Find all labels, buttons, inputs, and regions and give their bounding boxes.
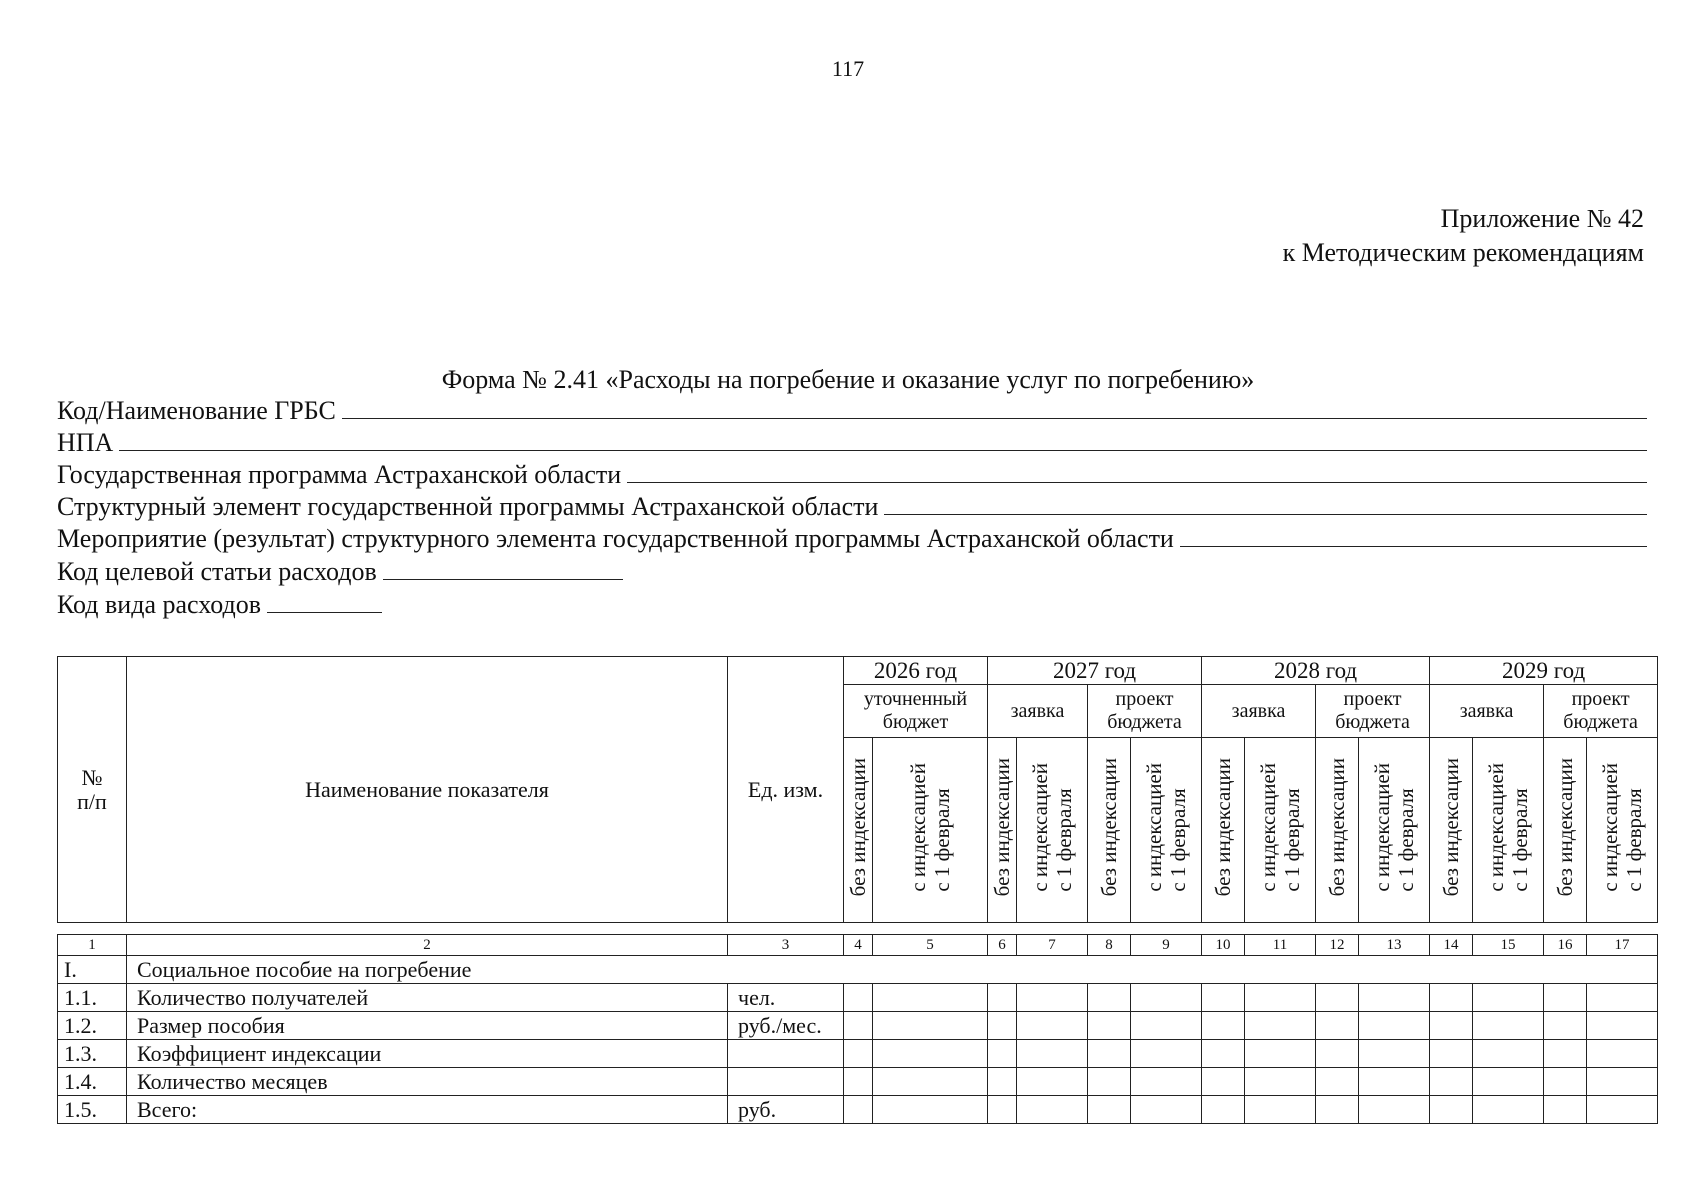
- row-name: Количество получателей: [127, 984, 728, 1012]
- column-number-row: [58, 935, 1658, 956]
- header-request: заявка: [1202, 685, 1316, 738]
- header-with-index: [1359, 738, 1430, 923]
- field-target-article[interactable]: [57, 557, 1647, 589]
- value-cell[interactable]: [1202, 1096, 1245, 1124]
- header-no-index: [1544, 738, 1587, 923]
- value-cell[interactable]: [1017, 984, 1088, 1012]
- value-cell[interactable]: [1202, 1068, 1245, 1096]
- value-cell[interactable]: [1544, 1012, 1587, 1040]
- header-project-budget: проект бюджета: [1544, 685, 1658, 738]
- appendix-title: Приложение № 42: [1440, 204, 1644, 233]
- row-unit: чел.: [728, 984, 844, 1012]
- value-cell[interactable]: [1131, 1040, 1202, 1068]
- vertical-label: с индексацией с 1 февраля: [1484, 763, 1533, 892]
- vertical-label: без индексации: [1553, 758, 1578, 897]
- vertical-label: без индексации: [1325, 758, 1350, 897]
- column-number: 14: [1430, 935, 1473, 956]
- column-number: 15: [1473, 935, 1544, 956]
- column-number: 1: [58, 935, 127, 956]
- section-row: [58, 956, 1658, 984]
- column-number: 13: [1359, 935, 1430, 956]
- value-cell[interactable]: [1359, 1068, 1430, 1096]
- header-year-2026: 2026 год: [844, 657, 988, 685]
- value-cell[interactable]: [1587, 984, 1658, 1012]
- value-cell[interactable]: [1017, 1096, 1088, 1124]
- value-cell[interactable]: [1202, 1012, 1245, 1040]
- header-no-index: [1088, 738, 1131, 923]
- value-cell[interactable]: [844, 1096, 873, 1124]
- value-cell[interactable]: [1544, 1096, 1587, 1124]
- header-with-index: [1017, 738, 1088, 923]
- row-number: 1.4.: [58, 1068, 127, 1096]
- fill-line[interactable]: [267, 590, 382, 613]
- value-cell[interactable]: [1245, 984, 1316, 1012]
- column-number: 2: [127, 935, 728, 956]
- field-structural-element[interactable]: [57, 492, 1647, 524]
- column-number: 8: [1088, 935, 1131, 956]
- value-cell[interactable]: [1587, 1040, 1658, 1068]
- vertical-label: без индексации: [990, 758, 1014, 897]
- value-cell[interactable]: [988, 1068, 1017, 1096]
- header-with-index: [1245, 738, 1316, 923]
- row-name: Количество месяцев: [127, 1068, 728, 1096]
- row-number: 1.1.: [58, 984, 127, 1012]
- section-title: Социальное пособие на погребение: [127, 956, 1658, 984]
- value-cell[interactable]: [1430, 1012, 1473, 1040]
- vertical-label: без индексации: [1097, 758, 1121, 897]
- table-row: [58, 1096, 1658, 1124]
- value-cell[interactable]: [1359, 1040, 1430, 1068]
- field-label: Код целевой статьи расходов: [57, 557, 377, 586]
- row-number: I.: [58, 956, 127, 984]
- value-cell[interactable]: [873, 1096, 988, 1124]
- vertical-label: без индексации: [1439, 758, 1464, 897]
- value-cell[interactable]: [1202, 1040, 1245, 1068]
- value-cell[interactable]: [1017, 1068, 1088, 1096]
- table-row: [58, 984, 1658, 1012]
- row-unit: руб./мес.: [728, 1012, 844, 1040]
- field-activity[interactable]: [57, 524, 1647, 556]
- header-no-index: [844, 738, 873, 923]
- field-label: Структурный элемент государственной программы Астраханской области: [57, 492, 879, 521]
- value-cell[interactable]: [1430, 1040, 1473, 1068]
- field-label: Код/Наименование ГРБС: [57, 396, 336, 425]
- header-project-budget: проект бюджета: [1088, 685, 1202, 738]
- row-unit: [728, 1068, 844, 1096]
- value-cell[interactable]: [873, 1040, 988, 1068]
- field-label: НПА: [57, 428, 114, 457]
- value-cell[interactable]: [1359, 1012, 1430, 1040]
- value-cell[interactable]: [1473, 1012, 1544, 1040]
- value-cell[interactable]: [1088, 1040, 1131, 1068]
- field-grbs[interactable]: [57, 396, 1647, 428]
- fill-line[interactable]: [884, 492, 1647, 515]
- header-no-index: [988, 738, 1017, 923]
- table-row: [58, 1040, 1658, 1068]
- value-cell[interactable]: [1316, 984, 1359, 1012]
- header-table: [57, 656, 1658, 923]
- value-cell[interactable]: [1316, 1068, 1359, 1096]
- header-year-2029: 2029 год: [1430, 657, 1658, 685]
- value-cell[interactable]: [1430, 1068, 1473, 1096]
- value-cell[interactable]: [1131, 1096, 1202, 1124]
- vertical-label: с индексацией с 1 февраля: [1142, 763, 1191, 892]
- value-cell[interactable]: [988, 984, 1017, 1012]
- value-cell[interactable]: [1359, 1096, 1430, 1124]
- field-label: Мероприятие (результат) структурного элемента государственной программы Астраханской области: [57, 524, 1174, 553]
- value-cell[interactable]: [1473, 1096, 1544, 1124]
- value-cell[interactable]: [988, 1040, 1017, 1068]
- header-num: № п/п: [58, 657, 127, 923]
- column-number: 4: [844, 935, 873, 956]
- row-unit: руб.: [728, 1096, 844, 1124]
- value-cell[interactable]: [844, 1068, 873, 1096]
- fill-line[interactable]: [627, 460, 1647, 483]
- fill-line[interactable]: [1180, 524, 1647, 547]
- header-request: заявка: [988, 685, 1088, 738]
- header-year-2027: 2027 год: [988, 657, 1202, 685]
- header-with-index: [1131, 738, 1202, 923]
- value-cell[interactable]: [1131, 1012, 1202, 1040]
- page-number: 117: [831, 56, 865, 81]
- column-number: 10: [1202, 935, 1245, 956]
- header-no-index: [1316, 738, 1359, 923]
- value-cell[interactable]: [1587, 1068, 1658, 1096]
- header-with-index: [873, 738, 988, 923]
- vertical-label: с индексацией с 1 февраля: [1370, 763, 1419, 892]
- header-name: Наименование показателя: [127, 657, 728, 923]
- column-number: 9: [1131, 935, 1202, 956]
- row-number: 1.5.: [58, 1096, 127, 1124]
- value-cell[interactable]: [1131, 984, 1202, 1012]
- value-cell[interactable]: [1473, 1068, 1544, 1096]
- value-cell[interactable]: [1316, 1012, 1359, 1040]
- field-npa[interactable]: [57, 428, 1647, 460]
- row-name: Коэффициент индексации: [127, 1040, 728, 1068]
- value-cell[interactable]: [844, 1012, 873, 1040]
- value-cell[interactable]: [1245, 1012, 1316, 1040]
- header-unit: Ед. изм.: [728, 657, 844, 923]
- column-number: 16: [1544, 935, 1587, 956]
- value-cell[interactable]: [988, 1096, 1017, 1124]
- value-cell[interactable]: [1088, 1068, 1131, 1096]
- vertical-label: с индексацией с 1 февраля: [1028, 763, 1076, 892]
- header-with-index: [1587, 738, 1658, 923]
- value-cell[interactable]: [873, 984, 988, 1012]
- fill-line[interactable]: [383, 557, 623, 580]
- value-cell[interactable]: [844, 984, 873, 1012]
- header-no-index: [1202, 738, 1245, 923]
- value-cell[interactable]: [1245, 1096, 1316, 1124]
- value-cell[interactable]: [1017, 1040, 1088, 1068]
- fill-line[interactable]: [342, 396, 1647, 419]
- table-row: [58, 1012, 1658, 1040]
- header-project-budget: проект бюджета: [1316, 685, 1430, 738]
- field-label: Государственная программа Астраханской области: [57, 460, 622, 489]
- field-state-program[interactable]: [57, 460, 1647, 492]
- appendix-subtitle: к Методическим рекомендациям: [1282, 238, 1644, 267]
- value-cell[interactable]: [1131, 1068, 1202, 1096]
- value-cell[interactable]: [1587, 1096, 1658, 1124]
- value-cell[interactable]: [873, 1068, 988, 1096]
- value-cell[interactable]: [1088, 984, 1131, 1012]
- column-number: 6: [988, 935, 1017, 956]
- row-unit: [728, 1040, 844, 1068]
- vertical-label: с индексацией с 1 февраля: [1598, 763, 1647, 892]
- value-cell[interactable]: [1544, 1068, 1587, 1096]
- value-cell[interactable]: [1430, 984, 1473, 1012]
- value-cell[interactable]: [844, 1040, 873, 1068]
- value-cell[interactable]: [1202, 984, 1245, 1012]
- value-cell[interactable]: [1544, 984, 1587, 1012]
- row-number: 1.3.: [58, 1040, 127, 1068]
- header-year-2028: 2028 год: [1202, 657, 1430, 685]
- value-cell[interactable]: [1473, 984, 1544, 1012]
- row-name: Всего:: [127, 1096, 728, 1124]
- field-label: Код вида расходов: [57, 590, 261, 619]
- header-request: заявка: [1430, 685, 1544, 738]
- vertical-label: с индексацией с 1 февраля: [1256, 763, 1305, 892]
- value-cell[interactable]: [1316, 1040, 1359, 1068]
- value-cell[interactable]: [873, 1012, 988, 1040]
- header-no-index: [1430, 738, 1473, 923]
- column-number: 17: [1587, 935, 1658, 956]
- column-number: 3: [728, 935, 844, 956]
- value-cell[interactable]: [1359, 984, 1430, 1012]
- value-cell[interactable]: [1088, 1096, 1131, 1124]
- value-cell[interactable]: [1017, 1012, 1088, 1040]
- fill-line[interactable]: [119, 428, 1647, 451]
- vertical-label: без индексации: [1211, 758, 1236, 897]
- value-cell[interactable]: [988, 1012, 1017, 1040]
- value-cell[interactable]: [1245, 1040, 1316, 1068]
- value-cell[interactable]: [1245, 1068, 1316, 1096]
- form-title: Форма № 2.41 «Расходы на погребение и оказание услуг по погребению»: [441, 365, 1255, 394]
- column-number: 11: [1245, 935, 1316, 956]
- header-refined-budget: уточненный бюджет: [844, 685, 988, 738]
- value-cell[interactable]: [1430, 1096, 1473, 1124]
- value-cell[interactable]: [1316, 1096, 1359, 1124]
- table-row: [58, 1068, 1658, 1096]
- column-number: 7: [1017, 935, 1088, 956]
- column-number: 5: [873, 935, 988, 956]
- row-name: Размер пособия: [127, 1012, 728, 1040]
- value-cell[interactable]: [1587, 1012, 1658, 1040]
- value-cell[interactable]: [1473, 1040, 1544, 1068]
- vertical-label: с индексацией с 1 февраля: [906, 763, 954, 892]
- header-with-index: [1473, 738, 1544, 923]
- vertical-label: без индексации: [846, 758, 870, 897]
- row-number: 1.2.: [58, 1012, 127, 1040]
- column-number: 12: [1316, 935, 1359, 956]
- value-cell[interactable]: [1088, 1012, 1131, 1040]
- field-expense-type[interactable]: [57, 590, 1647, 622]
- data-table: [57, 934, 1658, 1124]
- value-cell[interactable]: [1544, 1040, 1587, 1068]
